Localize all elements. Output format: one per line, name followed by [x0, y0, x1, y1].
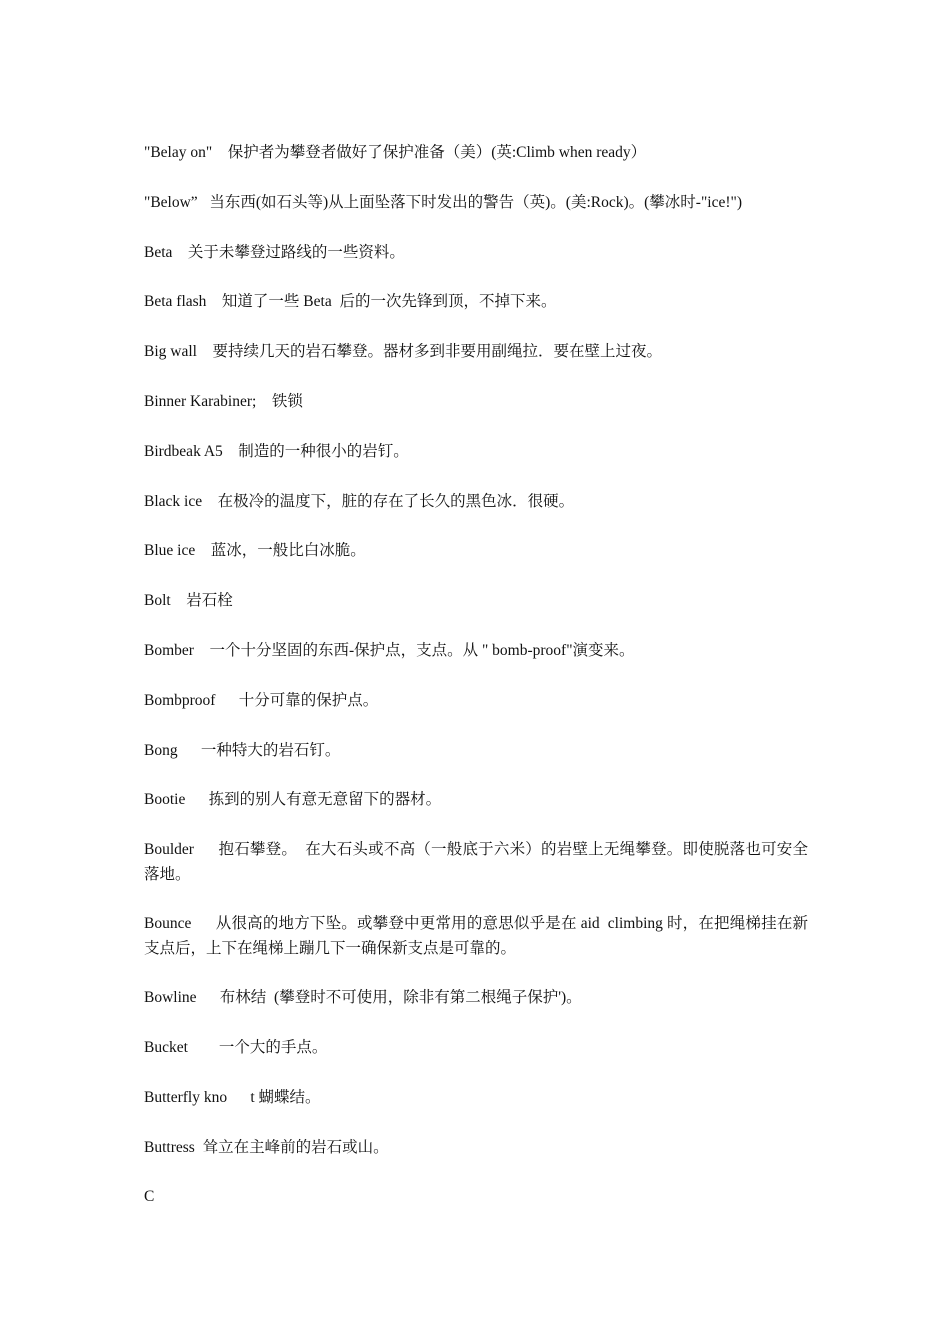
glossary-entry: [144, 1085, 808, 1110]
glossary-entry: [144, 190, 808, 215]
glossary-entry: [144, 985, 808, 1010]
entry-term: "Below”: [144, 193, 198, 211]
glossary-entry: [144, 339, 808, 364]
glossary-entry: [144, 911, 808, 961]
glossary-entry: [144, 538, 808, 563]
entry-definition: 保护者为攀登者做好了保护准备（美）(英:Climb when ready）: [227, 144, 647, 161]
entry-definition: 十分可靠的保护点。: [238, 691, 379, 709]
glossary-entry: [144, 588, 808, 613]
glossary-entry: [144, 489, 808, 514]
entry-definition: 知道了一些 Beta 后的一次先锋到顶，不掉下来。: [221, 293, 557, 311]
glossary-entry: [144, 688, 808, 713]
entry-term: Buttress: [144, 1138, 195, 1156]
entry-term: Bowline: [144, 989, 197, 1007]
entry-term: Birdbeak A5: [144, 442, 223, 460]
entry-definition: 岩石栓: [186, 592, 233, 610]
glossary-entry: [144, 1135, 808, 1160]
entry-term: Bolt: [144, 592, 171, 610]
entry-definition: 蓝冰，一般比白冰脆。: [210, 542, 366, 560]
glossary-entry: [144, 240, 808, 265]
entry-definition: 要持续几天的岩石攀登。器材多到非要用副绳拉．要在壁上过夜。: [212, 343, 662, 361]
entry-term: Bomber: [144, 641, 194, 659]
entry-definition: 一种特大的岩石钉。: [200, 741, 341, 759]
entry-term: Binner Karabiner;: [144, 392, 257, 410]
entry-definition: 制造的一种很小的岩钉。: [238, 442, 409, 460]
entry-term: Bombproof: [144, 691, 216, 709]
entry-definition: 一个十分坚固的东西-保护点，支点。从 " bomb-proof"演变来。: [209, 641, 635, 659]
entry-term: "Belay on": [144, 144, 213, 161]
glossary-entry: [144, 638, 808, 663]
glossary-entry: [144, 738, 808, 763]
entry-term: Beta flash: [144, 293, 207, 311]
entry-definition: 耸立在主峰前的岩石或山。: [202, 1138, 389, 1156]
entry-definition: 从很高的地方下坠。或攀登中更常用的意思似乎是在 aid climbing 时，在把绳梯挂在新支点后，上下在绳梯上蹦几下一确保新支点是可靠的。: [144, 915, 809, 958]
entry-term: Bong: [144, 741, 178, 759]
entry-term: Big wall: [144, 343, 197, 361]
entry-definition: 在极冷的温度下，脏的存在了长久的黑色冰．很硬。: [217, 492, 575, 510]
glossary-entry: [144, 1035, 808, 1060]
entry-definition: 一个大的手点。: [218, 1038, 328, 1056]
entry-definition: 当东西(如石头等)从上面坠落下时发出的警告（英)。(美:Rock)。(攀冰时-"ice!"): [209, 193, 743, 211]
entry-definition: 铁锁: [271, 392, 303, 410]
glossary-entry: [144, 389, 808, 414]
entry-term: C: [144, 1188, 155, 1206]
glossary-entry: [144, 140, 808, 165]
entry-term: Black ice: [144, 492, 203, 510]
glossary-entry: [144, 289, 808, 314]
glossary-entry: [144, 837, 808, 887]
glossary-entry: [144, 787, 808, 812]
entry-definition: 拣到的别人有意无意留下的器材。: [208, 791, 442, 809]
entry-term: Blue ice: [144, 542, 196, 560]
glossary-entry: [144, 439, 808, 464]
entry-term: Bounce: [144, 915, 192, 933]
entry-term: Bucket: [144, 1038, 188, 1056]
entry-definition: t 蝴蝶结。: [250, 1088, 321, 1106]
entry-definition: 抱石攀登。 在大石头或不高（一般底于六米）的岩壁上无绳攀登。即使脱落也可安全落地。: [144, 841, 808, 884]
document-page: [144, 140, 808, 1234]
entry-term: Beta: [144, 243, 173, 261]
entry-term: Boulder: [144, 841, 194, 859]
entry-term: Bootie: [144, 791, 186, 809]
section-letter: [144, 1184, 808, 1209]
entry-definition: 关于未攀登过路线的一些资料。: [187, 243, 405, 261]
entry-definition: 布林结 (攀登时不可使用，除非有第二根绳子保护')。: [219, 989, 582, 1007]
entry-term: Butterfly kno: [144, 1088, 228, 1106]
